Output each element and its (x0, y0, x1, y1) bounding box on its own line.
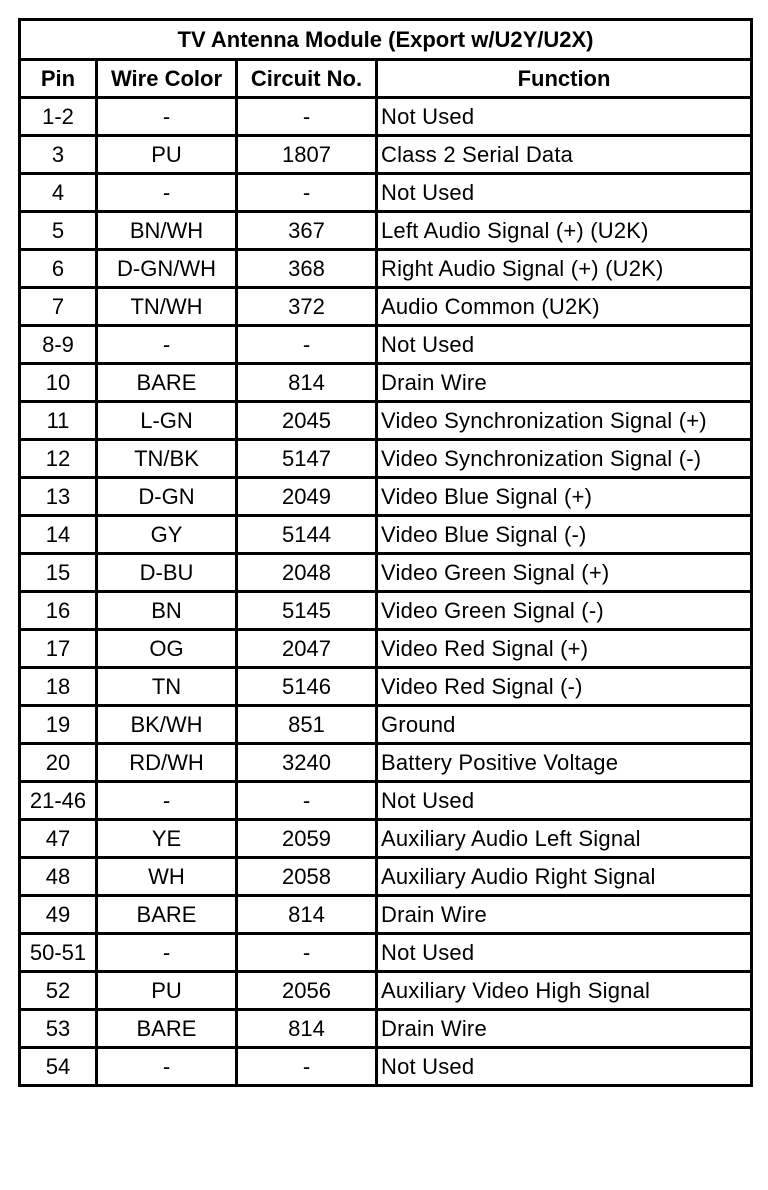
function-cell: Drain Wire (377, 896, 752, 934)
pin-cell: 12 (20, 440, 97, 478)
wire-color-cell: PU (97, 972, 237, 1010)
table-row (20, 820, 752, 858)
pin-cell: 49 (20, 896, 97, 934)
circuit-cell: 851 (237, 706, 377, 744)
table-row (20, 136, 752, 174)
table-row (20, 934, 752, 972)
wire-color-cell: BARE (97, 896, 237, 934)
circuit-cell: 1807 (237, 136, 377, 174)
pin-cell: 17 (20, 630, 97, 668)
pin-cell: 15 (20, 554, 97, 592)
circuit-cell: 814 (237, 896, 377, 934)
function-cell: Video Blue Signal (+) (377, 478, 752, 516)
pin-cell: 8-9 (20, 326, 97, 364)
circuit-cell: 2049 (237, 478, 377, 516)
circuit-cell: - (237, 1048, 377, 1086)
wire-color-cell: BN (97, 592, 237, 630)
function-cell: Drain Wire (377, 1010, 752, 1048)
function-cell: Video Blue Signal (-) (377, 516, 752, 554)
circuit-cell: 2045 (237, 402, 377, 440)
table-row (20, 478, 752, 516)
wire-color-cell: D-GN/WH (97, 250, 237, 288)
table-body (20, 98, 752, 1086)
wire-color-cell: - (97, 174, 237, 212)
wire-color-cell: - (97, 1048, 237, 1086)
function-cell: Left Audio Signal (+) (U2K) (377, 212, 752, 250)
pin-cell: 21-46 (20, 782, 97, 820)
wire-color-cell: RD/WH (97, 744, 237, 782)
function-cell: Audio Common (U2K) (377, 288, 752, 326)
pin-cell: 20 (20, 744, 97, 782)
wire-color-cell: BN/WH (97, 212, 237, 250)
pin-cell: 18 (20, 668, 97, 706)
function-cell: Video Red Signal (+) (377, 630, 752, 668)
pin-cell: 19 (20, 706, 97, 744)
table-row (20, 782, 752, 820)
pin-cell: 47 (20, 820, 97, 858)
pin-cell: 6 (20, 250, 97, 288)
table-row (20, 592, 752, 630)
header-circuit-no: Circuit No. (237, 60, 377, 98)
wire-color-cell: BK/WH (97, 706, 237, 744)
pin-cell: 3 (20, 136, 97, 174)
function-cell: Not Used (377, 98, 752, 136)
table-row (20, 554, 752, 592)
function-cell: Not Used (377, 174, 752, 212)
header-function: Function (377, 60, 752, 98)
wire-color-cell: - (97, 326, 237, 364)
header-row (20, 60, 752, 98)
table-row (20, 972, 752, 1010)
pin-cell: 11 (20, 402, 97, 440)
circuit-cell: 2047 (237, 630, 377, 668)
circuit-cell: 2056 (237, 972, 377, 1010)
circuit-cell: 3240 (237, 744, 377, 782)
wire-color-cell: BARE (97, 364, 237, 402)
table-row (20, 516, 752, 554)
circuit-cell: 814 (237, 364, 377, 402)
circuit-cell: - (237, 782, 377, 820)
pin-cell: 7 (20, 288, 97, 326)
wire-color-cell: - (97, 934, 237, 972)
function-cell: Class 2 Serial Data (377, 136, 752, 174)
pin-cell: 5 (20, 212, 97, 250)
pin-cell: 14 (20, 516, 97, 554)
pin-cell: 4 (20, 174, 97, 212)
wire-color-cell: YE (97, 820, 237, 858)
circuit-cell: 368 (237, 250, 377, 288)
pin-cell: 10 (20, 364, 97, 402)
table-row (20, 402, 752, 440)
circuit-cell: - (237, 326, 377, 364)
wire-color-cell: WH (97, 858, 237, 896)
table-row (20, 896, 752, 934)
wire-color-cell: D-GN (97, 478, 237, 516)
table-row (20, 440, 752, 478)
circuit-cell: 2058 (237, 858, 377, 896)
table-row (20, 706, 752, 744)
table-row (20, 364, 752, 402)
function-cell: Right Audio Signal (+) (U2K) (377, 250, 752, 288)
pin-cell: 13 (20, 478, 97, 516)
function-cell: Not Used (377, 782, 752, 820)
wire-color-cell: D-BU (97, 554, 237, 592)
circuit-cell: 814 (237, 1010, 377, 1048)
circuit-cell: 2059 (237, 820, 377, 858)
circuit-cell: 2048 (237, 554, 377, 592)
wire-color-cell: TN (97, 668, 237, 706)
table-row (20, 250, 752, 288)
function-cell: Video Green Signal (-) (377, 592, 752, 630)
table-row (20, 668, 752, 706)
wire-color-cell: GY (97, 516, 237, 554)
function-cell: Not Used (377, 326, 752, 364)
function-cell: Video Green Signal (+) (377, 554, 752, 592)
header-wire-color: Wire Color (97, 60, 237, 98)
table-row (20, 174, 752, 212)
function-cell: Video Synchronization Signal (-) (377, 440, 752, 478)
function-cell: Auxiliary Video High Signal (377, 972, 752, 1010)
table-row (20, 858, 752, 896)
function-cell: Video Synchronization Signal (+) (377, 402, 752, 440)
wire-color-cell: - (97, 782, 237, 820)
function-cell: Not Used (377, 934, 752, 972)
wire-color-cell: OG (97, 630, 237, 668)
circuit-cell: - (237, 174, 377, 212)
table-row (20, 288, 752, 326)
table-row (20, 212, 752, 250)
wire-color-cell: PU (97, 136, 237, 174)
wire-color-cell: BARE (97, 1010, 237, 1048)
function-cell: Auxiliary Audio Right Signal (377, 858, 752, 896)
wire-color-cell: TN/WH (97, 288, 237, 326)
function-cell: Not Used (377, 1048, 752, 1086)
pin-cell: 54 (20, 1048, 97, 1086)
pin-cell: 50-51 (20, 934, 97, 972)
wire-color-cell: L-GN (97, 402, 237, 440)
circuit-cell: - (237, 934, 377, 972)
pin-cell: 52 (20, 972, 97, 1010)
circuit-cell: 5145 (237, 592, 377, 630)
pin-cell: 48 (20, 858, 97, 896)
pin-cell: 1-2 (20, 98, 97, 136)
circuit-cell: 5144 (237, 516, 377, 554)
function-cell: Battery Positive Voltage (377, 744, 752, 782)
function-cell: Auxiliary Audio Left Signal (377, 820, 752, 858)
circuit-cell: - (237, 98, 377, 136)
pin-cell: 53 (20, 1010, 97, 1048)
header-pin: Pin (20, 60, 97, 98)
table-title: TV Antenna Module (Export w/U2Y/U2X) (20, 20, 752, 60)
table-row (20, 1010, 752, 1048)
wire-color-cell: TN/BK (97, 440, 237, 478)
function-cell: Ground (377, 706, 752, 744)
table-row (20, 1048, 752, 1086)
function-cell: Video Red Signal (-) (377, 668, 752, 706)
circuit-cell: 372 (237, 288, 377, 326)
table-row (20, 744, 752, 782)
table-row (20, 98, 752, 136)
pinout-table (18, 18, 753, 1087)
table-row (20, 630, 752, 668)
circuit-cell: 367 (237, 212, 377, 250)
wire-color-cell: - (97, 98, 237, 136)
pin-cell: 16 (20, 592, 97, 630)
title-row (20, 20, 752, 60)
circuit-cell: 5147 (237, 440, 377, 478)
circuit-cell: 5146 (237, 668, 377, 706)
table-row (20, 326, 752, 364)
function-cell: Drain Wire (377, 364, 752, 402)
